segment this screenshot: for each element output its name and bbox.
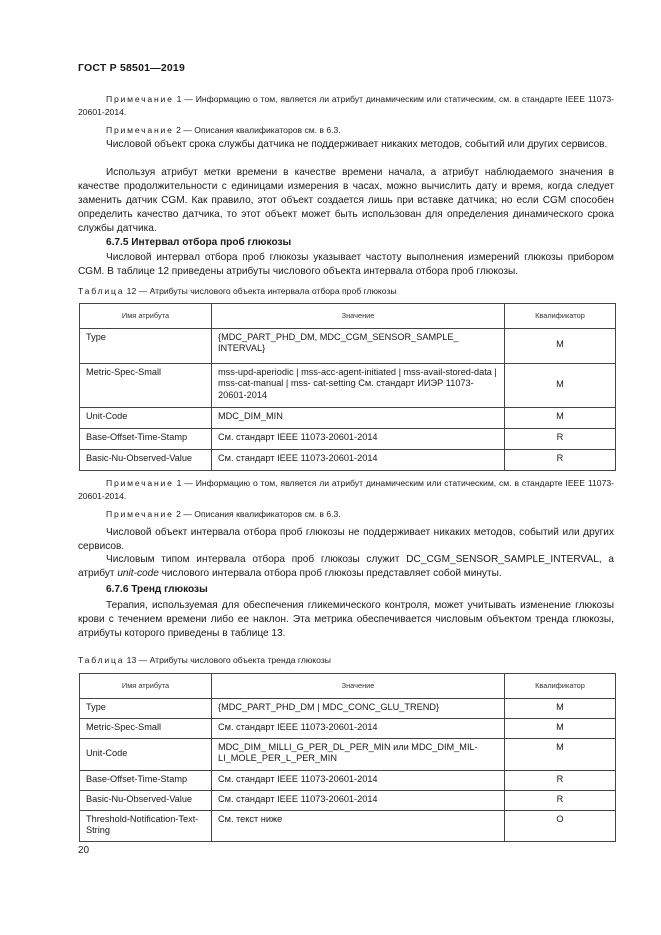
column-header: Имя атрибута xyxy=(80,304,212,329)
note-2: Примечание 2 — Описания квалификаторов см. в 6.3. xyxy=(106,125,341,135)
attribute-value: MDC_DIM_ MILLI_G_PER_DL_PER_MIN или MDC_DIM_MILLI_MOLE_PER_L_PER_MIN xyxy=(212,738,505,770)
table-row xyxy=(80,407,616,428)
table-caption: Таблица 12 — Атрибуты числового объекта интервала отбора проб глюкозы xyxy=(78,286,397,296)
paragraph: Терапия, используемая для обеспечения гликемического контроля, может учитывать изменение глюкозы крови с течением времени либо ее наклон. Эта метрика обеспечивается числовым объектом тренда глюкозы, атрибуты которого приведены в таблице 13. xyxy=(78,600,614,639)
attribute-qualifier: M xyxy=(505,718,616,738)
table-row xyxy=(80,738,616,770)
table-12 xyxy=(79,303,616,471)
paragraph: Используя атрибут метки времени в качестве времени начала, а атрибут наблюдаемого значения в качестве продолжительности с единицами измерения в часах, можно вычислить дату и время, когда следует заменить датчик CGM. Как правило, этот объект создается лишь при вставке датчика; но если CGM способен определить качество датчика, то этот объект может быть использован для определения динамического срока службы датчика. xyxy=(78,167,614,234)
paragraph: Числовым типом интервала отбора проб глюкозы служит DC_CGM_SENSOR_SAMPLE_INTERVAL, а атрибут unit-code числового интервала отбора проб глюкозы представляет собой минуты. xyxy=(78,554,614,579)
attribute-qualifier: R xyxy=(505,449,616,470)
attribute-name: Metric-Spec-Small xyxy=(80,363,212,407)
attribute-name: Base-Offset-Time-Stamp xyxy=(80,428,212,449)
attribute-value: См. текст ниже xyxy=(212,810,505,841)
note-1: Примечание 1 — Информацию о том, является ли атрибут динамическим или статическим, см. в стандарте IEEE 11073-20601-2014. xyxy=(78,478,614,501)
attribute-qualifier: M xyxy=(505,738,616,770)
table-header-row xyxy=(80,304,616,329)
table-row xyxy=(80,428,616,449)
paragraph: Числовой объект срока службы датчика не поддерживает никаких методов, событий или других сервисов. xyxy=(106,139,608,150)
attribute-name: Basic-Nu-Observed-Value xyxy=(80,790,212,810)
table-row xyxy=(80,718,616,738)
attribute-qualifier: M xyxy=(505,407,616,428)
column-header: Имя атрибута xyxy=(80,674,212,699)
attribute-value: MDC_DIM_MIN xyxy=(212,407,505,428)
attribute-value: {MDC_PART_PHD_DM | MDC_CONC_GLU_TREND} xyxy=(212,698,505,718)
table-header-row xyxy=(80,674,616,699)
attribute-value: См. стандарт IEEE 11073-20601-2014 xyxy=(212,790,505,810)
document-header: ГОСТ Р 58501—2019 xyxy=(78,62,186,74)
attribute-qualifier: R xyxy=(505,428,616,449)
paragraph: Числовой интервал отбора проб глюкозы указывает частоту выполнения измерений глюкозы прибором CGM. В таблице 12 приведены атрибуты числового объекта интервала отбора проб глюкозы. xyxy=(78,252,614,277)
column-header: Значение xyxy=(212,304,505,329)
table-row xyxy=(80,328,616,363)
attribute-qualifier: R xyxy=(505,770,616,790)
attribute-value: См. стандарт IEEE 11073-20601-2014 xyxy=(212,449,505,470)
column-header: Квалификатор xyxy=(505,304,616,329)
attribute-name: Base-Offset-Time-Stamp xyxy=(80,770,212,790)
table-13 xyxy=(79,673,616,842)
attribute-value: {MDC_PART_PHD_DM, MDC_CGM_SENSOR_SAMPLE_ INTERVAL} xyxy=(212,328,505,363)
paragraph: Числовой объект интервала отбора проб глюкозы не поддерживает никаких методов, событий или других сервисов. xyxy=(78,527,614,552)
attribute-value: См. стандарт IEEE 11073-20601-2014 xyxy=(212,428,505,449)
attribute-qualifier: R xyxy=(505,790,616,810)
note-2: Примечание 2 — Описания квалификаторов см. в 6.3. xyxy=(106,509,341,519)
table-row xyxy=(80,363,616,407)
table-row xyxy=(80,449,616,470)
table-row xyxy=(80,810,616,841)
attribute-name: Unit-Code xyxy=(80,738,212,770)
attribute-qualifier: M xyxy=(505,698,616,718)
attribute-name: Type xyxy=(80,328,212,363)
attribute-name-italic: unit-code xyxy=(117,568,159,579)
section-heading: 6.7.5 Интервал отбора проб глюкозы xyxy=(106,237,292,248)
attribute-name: Basic-Nu-Observed-Value xyxy=(80,449,212,470)
table-row xyxy=(80,698,616,718)
attribute-name: Type xyxy=(80,698,212,718)
page-number: 20 xyxy=(78,845,90,856)
attribute-name: Unit-Code xyxy=(80,407,212,428)
column-header: Квалификатор xyxy=(505,674,616,699)
attribute-qualifier: O xyxy=(505,810,616,841)
table-caption: Таблица 13 — Атрибуты числового объекта тренда глюкозы xyxy=(78,655,331,665)
table-row xyxy=(80,770,616,790)
attribute-qualifier: M xyxy=(505,328,616,363)
section-heading: 6.7.6 Тренд глюкозы xyxy=(106,584,208,595)
attribute-value: mss-upd-aperiodic | mss-acc-agent-initiated | mss-avail-stored-data | mss-cat-manual | mss- cat-setting См. стандарт ИИЭР 11073-20601-2014 xyxy=(212,363,505,407)
attribute-name: Threshold-Notification-Text-String xyxy=(80,810,212,841)
attribute-name: Metric-Spec-Small xyxy=(80,718,212,738)
note-1: Примечание 1 — Информацию о том, является ли атрибут динамическим или статическим, см. в стандарте IEEE 11073-20601-2014. xyxy=(78,94,614,117)
attribute-value: См. стандарт IEEE 11073-20601-2014 xyxy=(212,770,505,790)
attribute-value: См. стандарт IEEE 11073-20601-2014 xyxy=(212,718,505,738)
attribute-qualifier: M xyxy=(505,363,616,407)
column-header: Значение xyxy=(212,674,505,699)
table-row xyxy=(80,790,616,810)
